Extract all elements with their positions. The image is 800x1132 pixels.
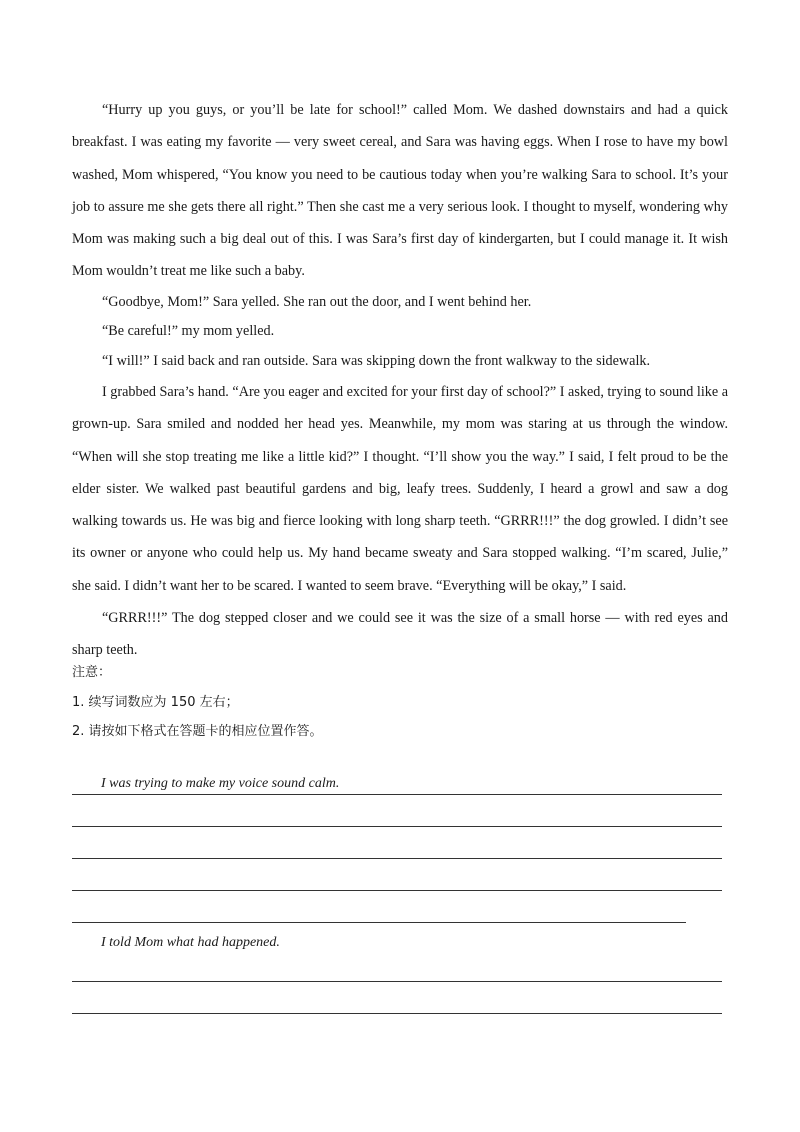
continuation-prompt-2: I told Mom what had happened. bbox=[101, 935, 280, 950]
answer-line[interactable] bbox=[72, 922, 686, 923]
story-paragraph-1: “Hurry up you guys, or you’ll be late for school!” called Mom. We dashed downstairs and had a quick breakfast. I was eating my favorite — very sweet cereal, and Sara was having eggs. When I rose to have my bowl washed, Mom whispered, “You know you need to be cautious today when you’re walking Sara to school. It’s your job to assure me she gets there all right.” Then she cast me a very serious look. I thought to myself, wondering why Mom was making such a big deal out of this. I was Sara’s first day of kindergarten, but I could manage it. It wish Mom wouldn’t treat me like such a baby. bbox=[72, 102, 728, 280]
story-paragraph-4: “I will!” I said back and ran outside. Sara was skipping down the front walkway to the sidewalk. bbox=[102, 352, 651, 369]
instruction-item-1: 1. 续写词数应为 150 左右； bbox=[72, 694, 239, 710]
instructions bbox=[72, 658, 728, 747]
answer-line[interactable] bbox=[72, 1013, 722, 1014]
answer-line[interactable] bbox=[72, 858, 722, 859]
story-paragraph-5: I grabbed Sara’s hand. “Are you eager and excited for your first day of school?” I asked, trying to sound like a grown-up. Sara smiled and nodded her head yes. Meanwhile, my mom was staring at us through the window. “When will she stop treating me like a little kid?” I thought. “I’ll show you the way.” I said, I felt proud to be the elder sister. We walked past beautiful gardens and big, leafy trees. Suddenly, I heard a growl and saw a dog walking towards us. He was big and fierce looking with long sharp teeth. “GRRR!!!” the dog growled. I didn’t see its owner or anyone who could help us. My hand became sweaty and Sara stopped walking. “I’m scared, Julie,” she said. I didn’t want her to be scared. I wanted to seem brave. “Everything will be okay,” I said. bbox=[72, 384, 729, 594]
answer-line[interactable] bbox=[72, 826, 722, 827]
instructions-label: 注意： bbox=[72, 665, 112, 680]
instruction-item-2: 2. 请按如下格式在答题卡的相应位置作答。 bbox=[72, 724, 323, 739]
answer-line[interactable] bbox=[72, 794, 722, 795]
answer-line[interactable] bbox=[72, 981, 722, 982]
continuation-prompt-1: I was trying to make my voice sound calm. bbox=[101, 776, 340, 791]
story-text bbox=[72, 94, 728, 666]
story-paragraph-2: “Goodbye, Mom!” Sara yelled. She ran out the door, and I went behind her. bbox=[102, 293, 532, 310]
answer-line[interactable] bbox=[72, 890, 722, 891]
story-paragraph-3: “Be careful!” my mom yelled. bbox=[102, 323, 275, 340]
story-paragraph-6: “GRRR!!!” The dog stepped closer and we could see it was the size of a small horse — with red eyes and sharp teeth. bbox=[72, 609, 728, 658]
